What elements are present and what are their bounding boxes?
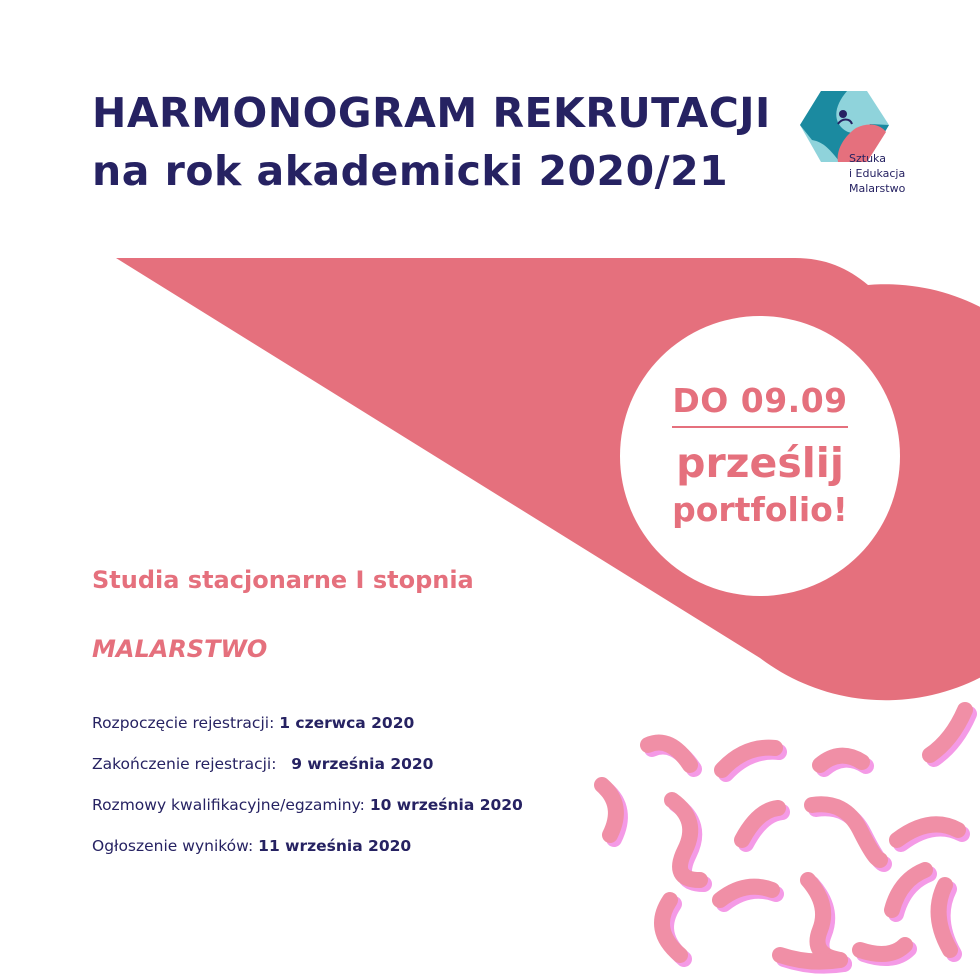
schedule-item <box>92 710 523 751</box>
schedule-item <box>92 833 523 874</box>
logo-line-3: Malarstwo <box>849 182 906 195</box>
title-line-1: HARMONOGRAM REKRUTACJI <box>92 89 771 137</box>
deadline-date: DO 09.09 <box>672 380 847 428</box>
schedule-list <box>92 710 523 874</box>
title-line-2: na rok akademicki 2020/21 <box>92 147 729 195</box>
logo-text <box>849 151 905 196</box>
schedule-item <box>92 751 523 792</box>
deadline-cta-line-1: prześlij <box>676 439 844 487</box>
decorative-squiggles <box>602 710 969 966</box>
schedule-value: 10 września 2020 <box>369 796 523 814</box>
schedule-label: Ogłoszenie wyników: <box>92 837 254 855</box>
deadline-cta-line-2: portfolio! <box>672 490 848 529</box>
deadline-callout <box>630 380 890 530</box>
schedule-value: 1 czerwca 2020 <box>279 714 415 732</box>
study-type: Studia stacjonarne I stopnia <box>92 566 474 594</box>
schedule-label: Zakończenie rejestracji: <box>92 755 277 773</box>
logo-line-1: Sztuka <box>849 152 886 165</box>
logo-line-2: i Edukacja <box>849 167 906 180</box>
program-name: MALARSTWO <box>92 635 268 663</box>
schedule-value: 11 września 2020 <box>258 837 412 855</box>
schedule-item <box>92 792 523 833</box>
page-title <box>92 84 771 200</box>
schedule-value: 9 września 2020 <box>291 755 434 773</box>
schedule-label: Rozmowy kwalifikacyjne/egzaminy: <box>92 796 365 814</box>
schedule-label: Rozpoczęcie rejestracji: <box>92 714 275 732</box>
